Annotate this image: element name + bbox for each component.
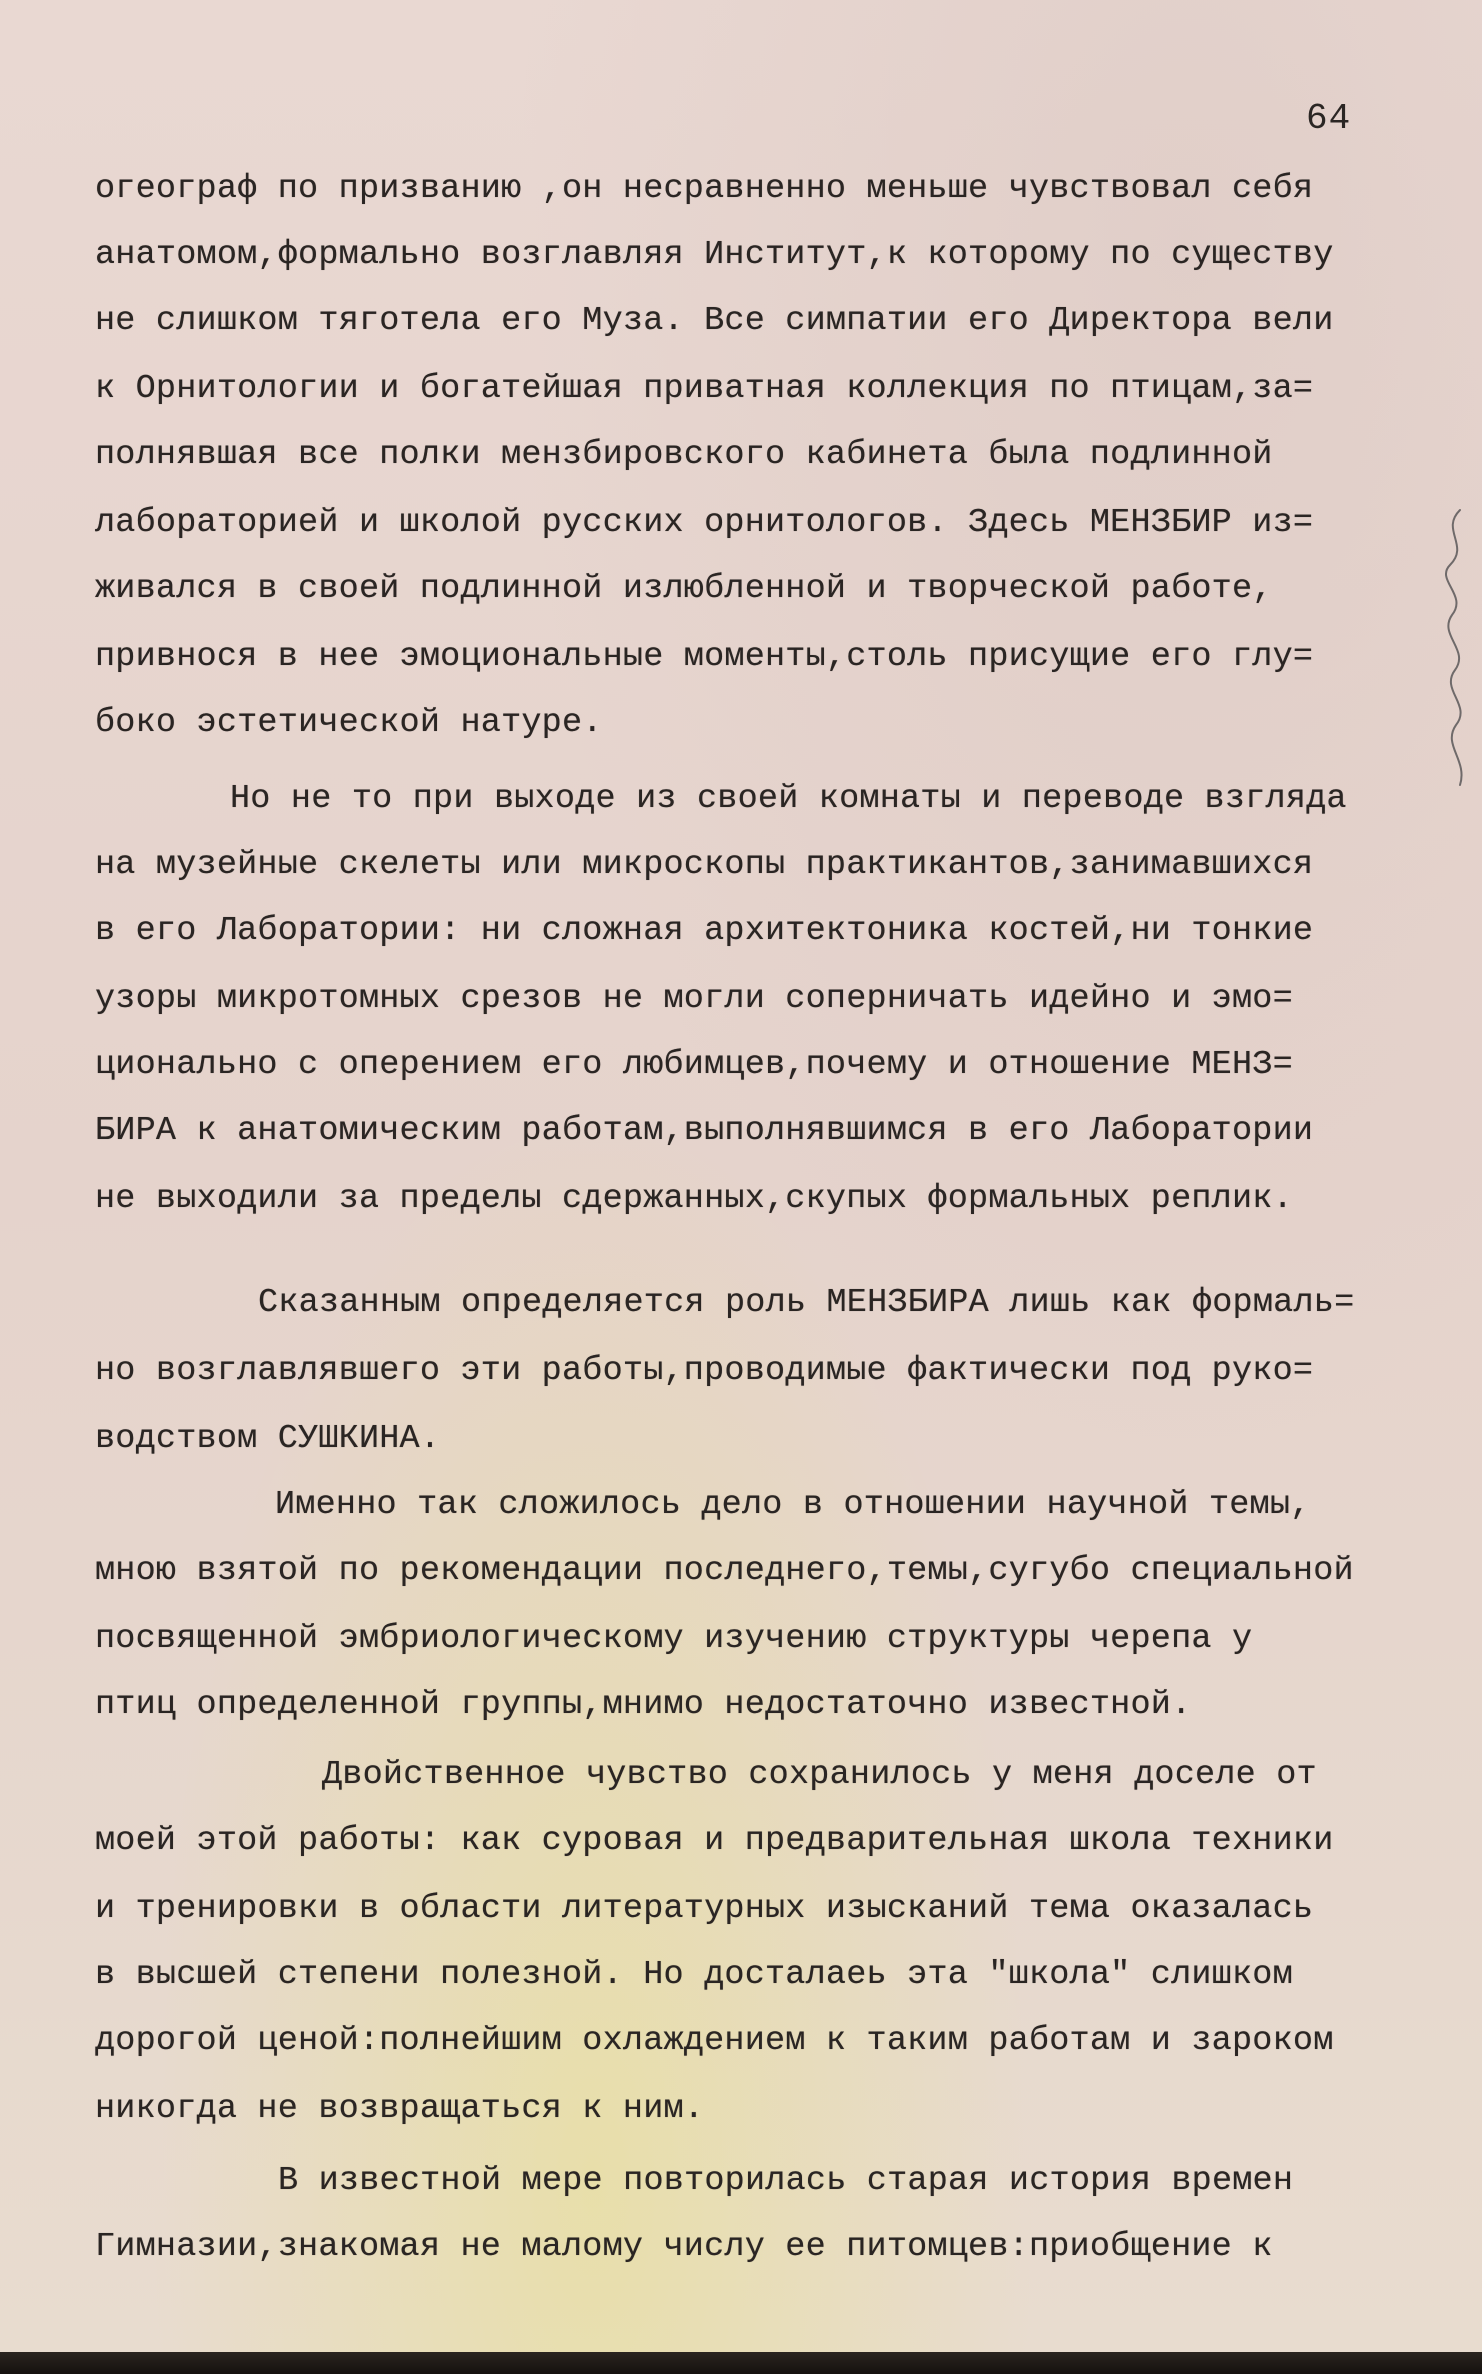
text-line: Именно так сложилось дело в отношении научной темы,	[275, 1486, 1311, 1524]
text-line: Сказанным определяется роль МЕНЗБИРА лишь как формаль=	[258, 1284, 1355, 1322]
text-line: посвященной эмбриологическому изучению структуры черепа у	[95, 1620, 1253, 1658]
text-line: лабораторией и школой русских орнитологов. Здесь МЕНЗБИР из=	[95, 504, 1314, 542]
text-line: Гимназии,знакомая не малому числу ее питомцев:приобщение к	[95, 2228, 1273, 2266]
text-line: моей этой работы: как суровая и предварительная школа техники	[95, 1822, 1334, 1860]
text-line: Двойственное чувство сохранилось у меня доселе от	[322, 1756, 1317, 1794]
text-line: живался в своей подлинной излюбленной и творческой работе,	[95, 570, 1273, 608]
text-line: полнявшая все полки мензбировского кабинета была подлинной	[95, 436, 1273, 474]
text-line: В известной мере повторилась старая история времен	[278, 2162, 1294, 2200]
text-line: БИРА к анатомическим работам,выполнявшимся в его Лаборатории	[95, 1112, 1314, 1150]
text-line: в высшей степени полезной. Но досталаеь эта "школа" слишком	[95, 1956, 1293, 1994]
text-line: на музейные скелеты или микроскопы практикантов,занимавшихся	[95, 846, 1314, 884]
margin-pencil-mark	[1420, 500, 1480, 800]
text-line: анатомом,формально возглавляя Институт,к которому по существу	[95, 236, 1334, 274]
text-line: привнося в нее эмоциональные моменты,столь присущие его глу=	[95, 638, 1314, 676]
text-line: дорогой ценой:полнейшим охлаждением к таким работам и зароком	[95, 2022, 1334, 2060]
text-line: водством СУШКИНА.	[95, 1420, 441, 1458]
text-line: в его Лаборатории: ни сложная архитектоника костей,ни тонкие	[95, 912, 1314, 950]
text-line: ционально с оперением его любимцев,почему и отношение МЕНЗ=	[95, 1046, 1293, 1084]
text-line: не выходили за пределы сдержанных,скупых формальных реплик.	[95, 1180, 1293, 1218]
text-line: к Орнитологии и богатейшая приватная коллекция по птицам,за=	[95, 370, 1314, 408]
text-line: и тренировки в области литературных изысканий тема оказалась	[95, 1890, 1314, 1928]
text-line: птиц определенной группы,мнимо недостаточно известной.	[95, 1686, 1192, 1724]
text-line: мною взятой по рекомендации последнего,темы,сугубо специальной	[95, 1552, 1354, 1590]
text-line: никогда не возвращаться к ним.	[95, 2090, 705, 2128]
text-line: не слишком тяготела его Муза. Все симпатии его Директора вели	[95, 302, 1334, 340]
scan-bottom-edge	[0, 2352, 1482, 2374]
text-line: боко эстетической натуре.	[95, 704, 603, 742]
text-line: но возглавлявшего эти работы,проводимые фактически под руко=	[95, 1352, 1314, 1390]
text-line: огеограф по призванию ,он несравненно меньше чувствовал себя	[95, 170, 1314, 208]
page-number: 64	[1306, 98, 1352, 139]
text-line: узоры микротомных срезов не могли соперничать идейно и эмо=	[95, 980, 1293, 1018]
text-line: Но не то при выходе из своей комнаты и переводе взгляда	[230, 780, 1347, 818]
